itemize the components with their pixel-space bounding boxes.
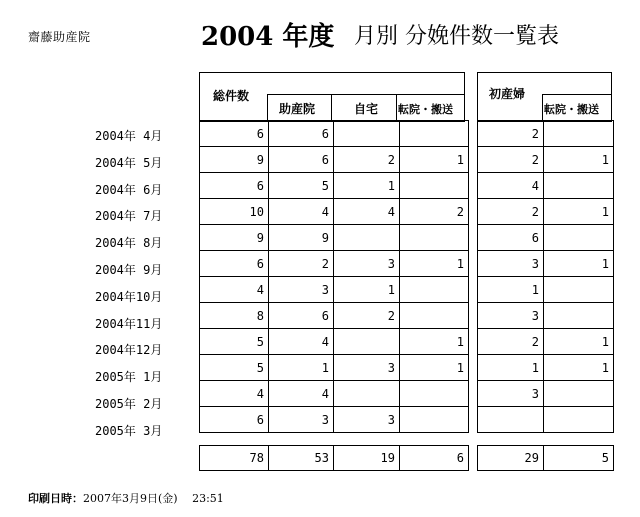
report-title-year: 2004 年度 [201, 22, 335, 52]
total-home: 19 [334, 446, 400, 471]
print-datetime-label: 印刷日時： [28, 492, 83, 505]
cell-total: 5 [200, 355, 269, 381]
cell-primi: 4 [478, 173, 544, 199]
cell-home: 1 [334, 173, 400, 199]
print-datetime-value: 2007年3月9日(金) 23:51 [83, 492, 224, 505]
totals-row-primipara [478, 446, 614, 471]
cell-midwife: 4 [269, 381, 334, 407]
month-label: 2004年 8月 [95, 236, 163, 251]
col-header-midwife: 助産院 [279, 102, 316, 116]
cell-home: 2 [334, 303, 400, 329]
total-total: 78 [200, 446, 269, 471]
cell-midwife: 1 [269, 355, 334, 381]
cell-midwife: 4 [269, 199, 334, 225]
cell-home: 3 [334, 251, 400, 277]
cell-primi_transfer: 1 [544, 329, 614, 355]
cell-primi_transfer: 1 [544, 355, 614, 381]
cell-midwife: 6 [269, 303, 334, 329]
cell-home [334, 121, 400, 147]
cell-midwife: 3 [269, 277, 334, 303]
cell-transfer [400, 381, 469, 407]
total-midwife: 53 [269, 446, 334, 471]
totals-table-main [199, 445, 469, 471]
cell-home: 3 [334, 407, 400, 433]
table-row [478, 355, 614, 381]
print-datetime [28, 490, 224, 506]
col-header-home: 自宅 [354, 102, 379, 116]
cell-transfer [400, 407, 469, 433]
cell-transfer: 1 [400, 147, 469, 173]
table-row [200, 225, 469, 251]
cell-transfer [400, 121, 469, 147]
table-row [478, 381, 614, 407]
table-row [200, 329, 469, 355]
month-label: 2004年 7月 [95, 209, 163, 224]
cell-primi: 1 [478, 277, 544, 303]
cell-total: 6 [200, 173, 269, 199]
report-title: 月別 分娩件数一覧表 [354, 24, 559, 49]
table-row [478, 121, 614, 147]
cell-transfer: 1 [400, 355, 469, 381]
cell-primi_transfer [544, 277, 614, 303]
month-label: 2005年 3月 [95, 423, 163, 438]
cell-midwife: 2 [269, 251, 334, 277]
cell-home: 1 [334, 277, 400, 303]
cell-total: 9 [200, 147, 269, 173]
col-header-primipara-transfer: 転院・搬送 [544, 103, 599, 116]
cell-total: 8 [200, 303, 269, 329]
cell-primi: 2 [478, 121, 544, 147]
cell-primi: 3 [478, 303, 544, 329]
table-row [200, 355, 469, 381]
col-header-transfer: 転院・搬送 [398, 103, 453, 116]
month-label: 2005年 1月 [95, 370, 163, 385]
cell-total: 4 [200, 277, 269, 303]
month-label: 2004年 9月 [95, 263, 163, 277]
cell-home: 4 [334, 199, 400, 225]
cell-total: 5 [200, 329, 269, 355]
cell-total: 6 [200, 251, 269, 277]
cell-total: 10 [200, 199, 269, 225]
delivery-table-main [199, 120, 469, 433]
table-row [478, 225, 614, 251]
cell-transfer [400, 225, 469, 251]
total-primi-transfer: 5 [544, 446, 614, 471]
cell-total: 9 [200, 225, 269, 251]
cell-midwife: 3 [269, 407, 334, 433]
cell-primi [478, 407, 544, 433]
cell-home [334, 381, 400, 407]
cell-primi: 2 [478, 147, 544, 173]
col-header-total: 総件数 [213, 89, 250, 103]
cell-home: 3 [334, 355, 400, 381]
month-label: 2004年11月 [95, 316, 163, 331]
table-row [200, 251, 469, 277]
cell-midwife: 9 [269, 225, 334, 251]
cell-primi_transfer [544, 303, 614, 329]
month-label: 2004年 6月 [95, 182, 163, 197]
totals-row [200, 446, 469, 471]
cell-primi: 3 [478, 381, 544, 407]
table-row [200, 121, 469, 147]
month-label: 2004年10月 [95, 289, 163, 304]
cell-transfer: 2 [400, 199, 469, 225]
cell-home [334, 329, 400, 355]
table-row [478, 173, 614, 199]
cell-primi_transfer [544, 381, 614, 407]
delivery-table-primipara [477, 120, 614, 433]
cell-primi_transfer [544, 173, 614, 199]
table-row [478, 199, 614, 225]
month-label: 2005年 2月 [95, 397, 163, 411]
cell-primi: 2 [478, 199, 544, 225]
cell-transfer: 1 [400, 329, 469, 355]
table-row [200, 381, 469, 407]
cell-primi: 3 [478, 251, 544, 277]
month-label: 2004年 4月 [95, 129, 163, 143]
cell-primi_transfer [544, 407, 614, 433]
table-row [478, 303, 614, 329]
table-row [200, 173, 469, 199]
month-label: 2004年12月 [95, 343, 163, 358]
cell-transfer [400, 303, 469, 329]
cell-total: 4 [200, 381, 269, 407]
cell-total: 6 [200, 121, 269, 147]
total-primi: 29 [478, 446, 544, 471]
month-label: 2004年 5月 [95, 155, 163, 170]
cell-total: 6 [200, 407, 269, 433]
table-row [478, 277, 614, 303]
table-row [478, 407, 614, 433]
cell-transfer: 1 [400, 251, 469, 277]
cell-midwife: 5 [269, 173, 334, 199]
table-row [478, 147, 614, 173]
cell-primi_transfer [544, 121, 614, 147]
cell-transfer [400, 173, 469, 199]
table-row [200, 199, 469, 225]
cell-midwife: 6 [269, 147, 334, 173]
total-transfer: 6 [400, 446, 469, 471]
cell-primi_transfer: 1 [544, 147, 614, 173]
cell-primi_transfer [544, 225, 614, 251]
col-header-primipara: 初産婦 [489, 87, 526, 101]
clinic-name: 齋藤助産院 [28, 30, 91, 44]
table-row [200, 277, 469, 303]
cell-home: 2 [334, 147, 400, 173]
cell-home [334, 225, 400, 251]
cell-primi_transfer: 1 [544, 199, 614, 225]
cell-primi: 2 [478, 329, 544, 355]
cell-transfer [400, 277, 469, 303]
cell-midwife: 4 [269, 329, 334, 355]
cell-primi: 6 [478, 225, 544, 251]
table-row [478, 251, 614, 277]
totals-table-primipara [477, 445, 614, 471]
table-row [200, 147, 469, 173]
cell-primi_transfer: 1 [544, 251, 614, 277]
table-row [478, 329, 614, 355]
table-row [200, 407, 469, 433]
cell-primi: 1 [478, 355, 544, 381]
cell-midwife: 6 [269, 121, 334, 147]
table-row [200, 303, 469, 329]
